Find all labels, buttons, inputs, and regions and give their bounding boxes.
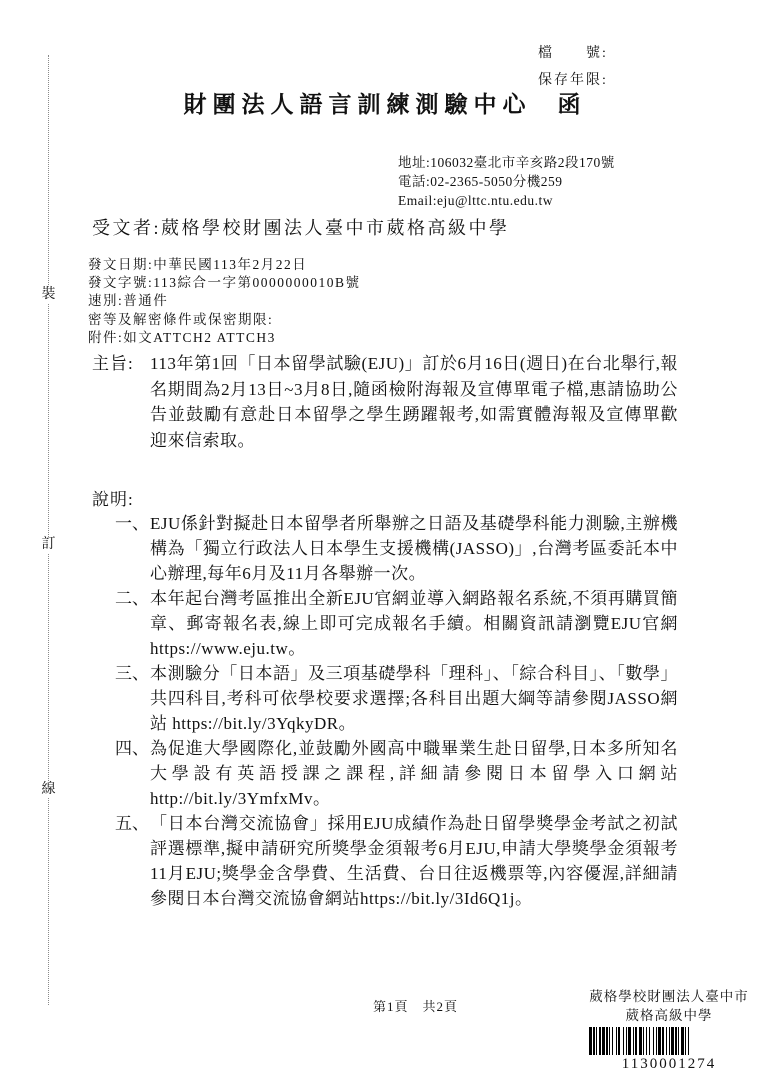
issue-date: 發文日期:中華民國113年2月22日 xyxy=(88,257,308,272)
item-text: 本年起台灣考區推出全新EJU官網並導入網路報名系統,不須再購買簡章、郵寄報名表,線上即可完成報名手續。相關資訊請瀏覽EJU官網 https://www.eju.tw。 xyxy=(150,589,678,658)
barcode xyxy=(589,1027,749,1055)
contact-block xyxy=(398,153,615,210)
description-item-1 xyxy=(115,511,678,586)
description-label: 說明: xyxy=(92,490,134,509)
stamp-school-line1: 葳格學校財團法人臺中市 xyxy=(589,989,749,1004)
item-text: 本測驗分「日本語」及三項基礎學科「理科」、「綜合科目」、「數學」共四科目,考科可依學校要求選擇;各科目出題大綱等請參閱JASSO網站 https://bit.ly/3YqkyDR。 xyxy=(150,664,678,733)
binding-mark-ding: 訂 xyxy=(41,537,56,552)
contact-email: Email:eju@lttc.ntu.edu.tw xyxy=(398,193,554,208)
description-item-2 xyxy=(115,586,678,661)
security-class: 密等及解密條件或保密期限: xyxy=(88,311,274,327)
item-text: EJU係針對擬赴日本留學者所舉辦之日語及基礎學科能力測驗,主辦機構為「獨立行政法人日本學生支援機構(JASSO)」,台灣考區委託本中心辦理,每年6月及11月各舉辦一次。 xyxy=(150,514,678,583)
stamp-school-line2: 葳格高級中學 xyxy=(625,1008,713,1023)
page-number-info: 第1頁 共2頁 xyxy=(373,999,459,1014)
item-number: 二、 xyxy=(115,589,149,608)
file-number-label: 檔 號: xyxy=(538,46,608,61)
description-item-3 xyxy=(115,661,678,736)
item-text: 「日本台灣交流協會」採用EJU成績作為赴日留學獎學金考試之初試評選標準,擬申請研究所獎學金須報考6月EJU,申請大學獎學金須報考11月EJU;獎學金含學費、生活費、台日往返機票等,內容優渥,詳細請參閱日本台灣交流協會網站https://bit.ly/3Id6Q1j。 xyxy=(150,814,678,908)
speed-class: 速別:普通件 xyxy=(88,293,169,309)
item-number: 四、 xyxy=(115,739,149,758)
contact-address: 地址:106032臺北市辛亥路2段170號 xyxy=(398,155,615,170)
contact-phone: 電話:02-2365-5050分機259 xyxy=(398,174,563,189)
document-meta-block xyxy=(88,256,361,347)
subject-section xyxy=(92,351,678,453)
subject-label: 主旨: xyxy=(92,354,134,373)
binding-mark-xian: 線 xyxy=(41,782,56,797)
recipient-line: 受文者:葳格學校財團法人臺中市葳格高級中學 xyxy=(92,218,510,238)
item-text: 為促進大學國際化,並鼓勵外國高中職畢業生赴日留學,日本多所知名大學設有英語授課之課程,詳細請參閱日本留學入口網站 http://bit.ly/3YmfxMv。 xyxy=(150,739,678,808)
attachment-note: 附件:如文ATTCH2 ATTCH3 xyxy=(88,329,276,345)
issue-number: 發文字號:113綜合一字第0000000010B號 xyxy=(88,275,361,291)
binding-dotted-line xyxy=(48,55,49,1005)
barcode-number: 1130001274 xyxy=(621,1056,717,1072)
item-number: 三、 xyxy=(115,664,149,683)
item-number: 一、 xyxy=(115,514,149,533)
item-number: 五、 xyxy=(115,814,149,833)
document-title xyxy=(0,86,764,119)
binding-mark-zhuang: 裝 xyxy=(41,287,56,302)
issuing-org-name: 財團法人語言訓練測驗中心 xyxy=(183,92,532,117)
subject-text: 113年第1回「日本留學試驗(EJU)」訂於6月16日(週日)在台北舉行,報名期間為2月13日~3月8日,隨函檢附海報及宣傳單電子檔,惠請協助公告並鼓勵有意赴日本留學之學生踴躍報考,如需實體海報及宣傳單歡迎來信索取。 xyxy=(150,354,678,450)
retention-label: 保存年限: xyxy=(538,73,608,88)
description-list xyxy=(115,511,678,911)
document-type: 函 xyxy=(557,92,581,117)
description-item-5 xyxy=(115,811,678,911)
recipient-stamp-block xyxy=(578,987,760,1073)
description-item-4 xyxy=(115,736,678,811)
